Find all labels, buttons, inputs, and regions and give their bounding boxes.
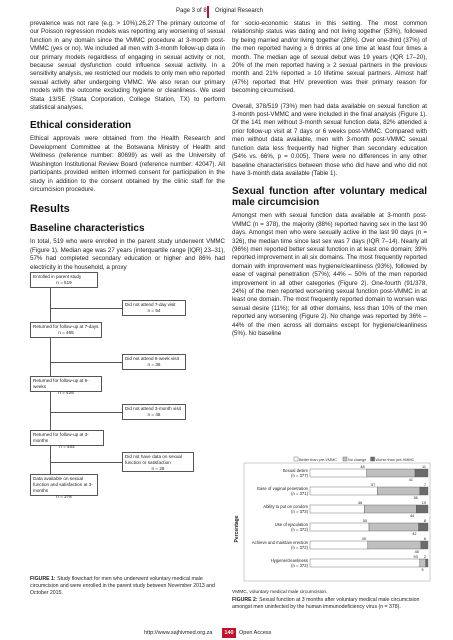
heading-sexual-function: Sexual function after voluntary medical male circumcision xyxy=(232,186,427,209)
bar-segment xyxy=(310,469,367,477)
data-label: 42 xyxy=(412,532,417,536)
page-number-header: Page 3 of 8 xyxy=(176,8,207,14)
bar-segment xyxy=(416,505,428,513)
legend-swatch xyxy=(294,457,298,461)
category-n-label: (n = 377) xyxy=(291,473,308,478)
bar-segment xyxy=(310,487,377,495)
bar-segment xyxy=(310,559,420,567)
heading-baseline: Baseline characteristics xyxy=(30,223,145,235)
bar-segment xyxy=(426,559,428,567)
data-label: 49 xyxy=(361,537,366,542)
footer-open-access: Open Access xyxy=(239,630,272,636)
category-n-label: (n = 372) xyxy=(291,545,308,550)
data-label: 5 xyxy=(421,568,424,572)
flow-box-missed-6week: Did not attend 6-week visit n = 36 xyxy=(122,354,186,370)
footer-url[interactable]: http://www.sajhivmed.org.za xyxy=(144,630,213,636)
bar-segment xyxy=(310,505,364,513)
legend-label: No change xyxy=(348,457,367,462)
data-label: 41 xyxy=(408,478,414,482)
legend-swatch xyxy=(343,457,347,461)
category-label: Sexual desire xyxy=(282,468,308,473)
category-label: Achieve and maintain erection xyxy=(251,540,308,545)
flow-box-3month: Returned for follow-up at 3-months n = 404 xyxy=(30,430,104,446)
bar-segment xyxy=(420,487,428,495)
footer-page-number: 140 xyxy=(222,628,236,638)
data-label: 36 xyxy=(413,496,418,500)
right-column xyxy=(232,20,427,338)
bar-segment xyxy=(364,505,416,513)
bar-segment xyxy=(368,541,421,549)
y-axis-label: Percentage xyxy=(234,515,240,543)
category-n-label: (n = 373) xyxy=(291,509,308,514)
paragraph: for socio-economic status in this setting. The most common relationship status was dating and not living together (53%), followed by being married and/or living together (28%). Over one-third (37%) of the men reported having ≥ 6 drinks at one time at least four times a month. The median age of sexual debut was 19 years (IQR 17–20), 20% of the men reported having ≥ 2 sexual partners in the previous month and 21% reported ≥ 10 lifetime sexual partners. Almost half (47%) reported that HIV prevention was their primary reason for becoming circumcised. xyxy=(232,20,427,95)
legend-label: Worse than pre-VMMC xyxy=(375,457,415,462)
bar-segment xyxy=(377,487,419,495)
flow-line xyxy=(50,362,122,363)
data-label: 45 xyxy=(414,550,419,554)
bar-segment xyxy=(420,559,426,567)
left-column xyxy=(30,20,225,272)
figure-2-notes: VMMC, voluntary medical male circumcision. FIGURE 2: Sexual function at 3 months after voluntary medical male circumcision amongst men uninfected by the human immunodeficiency virus (n = 378). xyxy=(232,590,420,610)
paragraph: Overall, 378/519 (73%) men had data available on sexual function at 3-month post-VMMC and were included in the final analysis (Figure 1). Of the 141 men without 3-month sexual function data, 82% attended a prior follow-up visit at 7 days or 6 weeks post-VMMC. Compared with men without data available, men with 3-month post-VMMC sexual function data less frequently had higher than secondary education (54% vs. 66%, p = 0.005). There were no differences in any other baseline characteristics between those who did have and who did not have 3-month data available (Table 1). xyxy=(232,102,427,177)
data-label: 50 xyxy=(362,519,367,524)
data-label: 93 xyxy=(413,555,418,560)
section-label: Original Research xyxy=(215,8,264,14)
data-label: 8 xyxy=(423,519,426,524)
legend-swatch xyxy=(371,457,375,461)
flow-line xyxy=(50,308,122,309)
paragraph: In total, 519 who were enrolled in the parent study underwent VMMC (Figure 1). Median age was 27 years (interquartile range [IQR] 23–31), 57% had completed secondary education or higher and 86% had electricity in the household, a proxy xyxy=(30,238,225,271)
data-label: 6 xyxy=(423,537,426,542)
heading-ethics: Ethical consideration xyxy=(30,120,132,132)
category-label: Ability to put on condom xyxy=(263,504,308,509)
data-label: 11 xyxy=(422,465,426,470)
page-header xyxy=(0,6,453,20)
flow-box-final: Data available on sexual function and satisfaction at 3-months n = 378 xyxy=(30,474,98,496)
data-label: 48 xyxy=(360,465,365,470)
flow-line xyxy=(50,412,122,413)
bar-segment xyxy=(310,523,369,531)
data-label: 10 xyxy=(421,501,426,506)
flow-box-missed-3month: Did not attend 3-month visit n = 45 xyxy=(122,404,186,420)
flow-box-enrolled: Enrolled in parent study n = 519 xyxy=(30,272,98,288)
flow-line xyxy=(50,462,122,463)
bar-segment xyxy=(310,541,368,549)
data-label: 2 xyxy=(423,555,426,560)
heading-results: Results xyxy=(30,203,70,216)
data-label: 46 xyxy=(358,501,363,506)
bar-segment xyxy=(367,469,415,477)
paragraph: prevalence was not rare (e.g. > 10%).26,27 The primary outcome of our Poisson regression models was reporting any worsening of sexual function in any domain since the VMMC procedure at 3-month post-VMMC (yes or no). We included all men with 3-month follow-up data in our primary models regardless of engaging in sexual activity or not, because sexual dysfunction could influence sexual activity. In a sensitivity analysis, we restricted our models to only men who reported sexual activity after undergoing VMMC. We also reran our primary models with the outcome excluding hygiene or cleanliness. We used Stata 13/SE (Stata Corporation, College Station, TX) to perform statistical analyses. xyxy=(30,20,225,112)
data-label: 44 xyxy=(409,514,415,518)
category-label: Hygiene/cleanliness xyxy=(270,558,308,563)
category-n-label: (n = 372) xyxy=(291,527,308,532)
flow-box-6week: Returned for follow-up at 6-weeks n = 429 xyxy=(30,376,102,392)
paragraph: Amongst men with sexual function data available at 3-month post-VMMC (n = 378), the majority (88%) reported having sex in the last 90 days. Amongst men who were sexually active in the last 90 days (n = 326), the median time since last sex was 7 days (IQR 7–14). Nearly all (96%) men reported better sexual function in at least one domain; 39% reported improvement in all six domains. The most frequently reported domain with improvement was hygiene/cleanliness (93%), followed by ease of vaginal penetration (57%); 44% – 50% of the men reported improvement in all other categories (Figure 2). One-fourth (91/378, 24%) of the men reported worsening sexual function post-VMMC in at least one domain. The most frequently reported domain to worsen was sexual desire (11%); for all other domains, less than 10% of the men reported any worsening (Figure 2). No change was reported by 36% – 44% of the men across all domains except for hygiene/cleanliness (5%). No baseline xyxy=(232,212,427,337)
figure-2-chart xyxy=(232,455,432,585)
header-divider xyxy=(207,6,209,18)
paragraph: Ethical approvals were obtained from the Health Research and Development Committee at the Botswana Ministry of Health and Wellness (reference number: 80699) as well as the University of Washington Institutional Review Board (reference number: 42047). All participants provided written informed consent for participation in the study in addition to the consent obtained by the clinic staff for the circumcision procedure. xyxy=(30,135,225,193)
bar-segment xyxy=(421,541,428,549)
flow-box-no-data: Did not have data on sexual function or satisfaction n = 26 xyxy=(122,452,194,472)
legend-label: Better than pre-VMMC xyxy=(299,457,337,462)
figure-1-caption: FIGURE 1: Study flowchart for men who underwent voluntary medical male circumcision and were enrolled in the parent study between November 2013 and October 2015. xyxy=(30,576,215,596)
category-n-label: (n = 371) xyxy=(291,491,308,496)
data-label: 57 xyxy=(371,483,376,488)
category-label: Use of ejaculation xyxy=(274,522,308,527)
category-n-label: (n = 372) xyxy=(291,563,308,568)
bar-segment xyxy=(415,469,428,477)
bar-segment xyxy=(369,523,419,531)
flow-box-missed-7day: Did not attend 7-day visit n = 54 xyxy=(122,300,186,316)
flowchart-figure-1 xyxy=(30,272,230,516)
category-label: Ease of vaginal penetration xyxy=(257,486,308,491)
bar-segment xyxy=(419,523,428,531)
flow-box-7day: Returned for follow-up at 7-days n = 465 xyxy=(30,322,102,338)
data-label: 7 xyxy=(423,483,426,488)
